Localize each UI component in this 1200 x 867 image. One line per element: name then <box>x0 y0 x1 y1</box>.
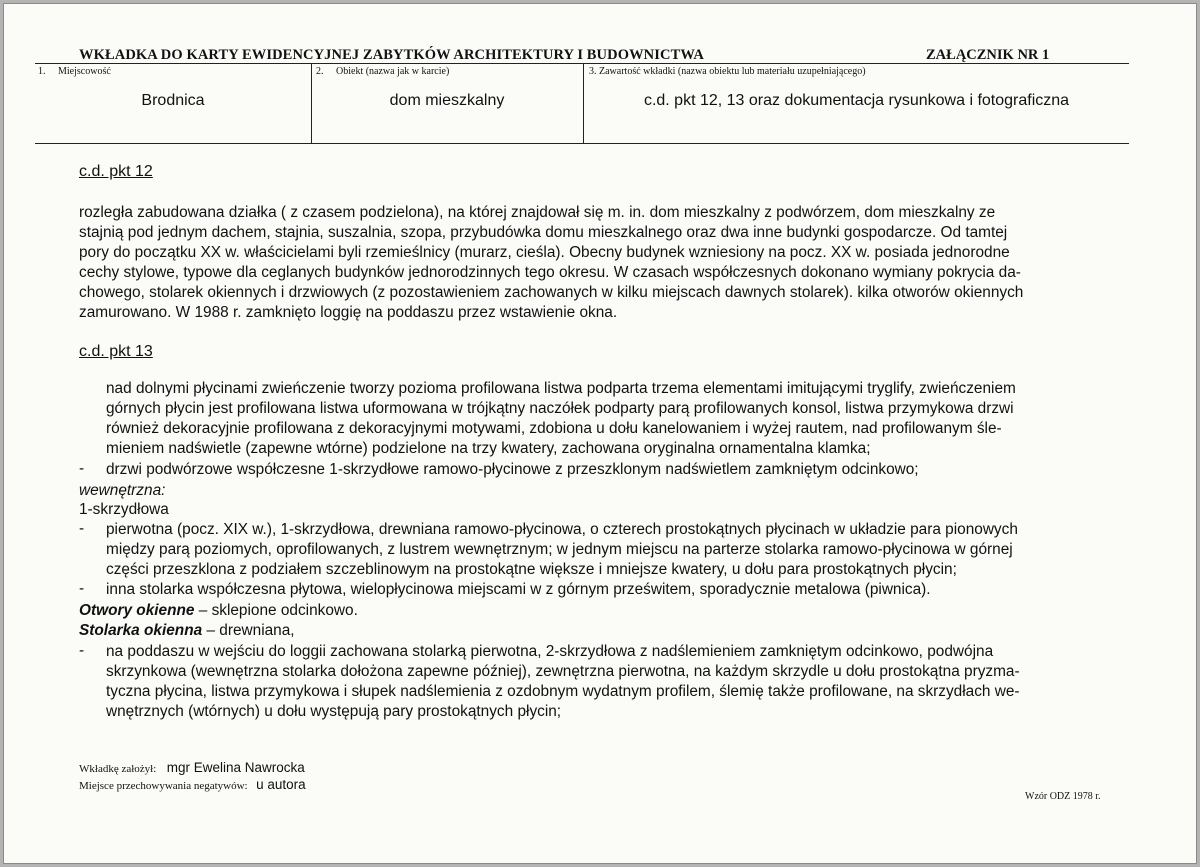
locality-value: Brodnica <box>141 92 205 109</box>
item-other-joinery: inna stolarka współczesna płytowa, wielopłycinowa miejscami w z górnym prześwitem, sporadycznie metalowa (piwnica). <box>106 581 931 598</box>
window-openings <box>79 601 358 621</box>
object-label: 2. Obiekt (nazwa jak w karcie) <box>316 66 450 77</box>
list-dash: - <box>79 642 85 659</box>
window-joinery-text: – drewniana, <box>202 622 295 639</box>
section-12-heading: c.d. pkt 12 <box>79 163 153 180</box>
text-line: górnych płycin jest profilowana listwa uformowana w trójkątny naczółek podparty parą profilowanych konsol, listwa przymykowa drzwi <box>106 400 1014 417</box>
text-line: pory do początku XX w. właścicielami byli rzemieślnicy (murarz, cieśla). Obecny budynek wzniesiony na pocz. XX w. posiada jednorodne <box>79 244 1010 261</box>
text-line: mieniem nadświetle (zapewne wtórne) podzielone na trzy kwatery, zachowana oryginalna ornamentalna klamka; <box>106 440 871 457</box>
text-line: nad dolnymi płycinami zwieńczenie tworzy pozioma profilowana listwa podparta trzema elementami imitującymi tryglify, zwieńczeniem <box>106 380 1016 397</box>
content-value: c.d. pkt 12, 13 oraz dokumentacja rysunkowa i fotograficzna <box>643 92 1070 109</box>
item-courtyard-doors: drzwi podwórzowe współczesne 1-skrzydłowe ramowo-płycinowe z przeszklonym nadświetlem zamkniętym odcinkowo; <box>106 461 919 478</box>
text-line: skrzynkowa (wewnętrzna stolarka dołożona zapewne później), zewnętrzna pierwotna, na każdym skrzydle u dołu prostokątna pryzma- <box>106 663 1020 680</box>
section-13-heading: c.d. pkt 13 <box>79 343 153 360</box>
list-dash: - <box>79 460 85 477</box>
negatives-value: u autora <box>256 777 306 792</box>
locality-label: 1. Miejscowość <box>38 66 111 77</box>
object-value: dom mieszkalny <box>389 92 505 109</box>
text-line: między parą poziomych, oprofilowanych, z lustrem wewnętrznym; w jednym miejscu na parterze stolarka ramowo-płycinowa w górnej <box>106 541 1013 558</box>
header-bottom-rule <box>35 143 1129 144</box>
author-value: mgr Ewelina Nawrocka <box>166 760 305 775</box>
text-line: rozległa zabudowana działka ( z czasem podzielona), na której znajdował się m. in. dom mieszkalny z podwórzem, dom mieszkalny ze <box>79 204 996 221</box>
window-joinery <box>79 621 295 641</box>
negatives-label: Miejsce przechowywania negatywów: <box>79 780 248 792</box>
annex-number: ZAŁĄCZNIK NR 1 <box>926 47 1050 63</box>
text-line: chowego, stolarek okiennych i drzwiowych (z pozostawieniem zachowanych w kilku miejscach dawnych stolarek). kilka otworów okiennych <box>79 284 1024 301</box>
text-line: wnętrznych (wtórnych) u dołu występują pary prostokątnych płycin; <box>106 703 562 720</box>
text-line: pierwotna (pocz. XIX w.), 1-skrzydłowa, drewniana ramowo-płycinowa, o czterech prostokątnych płycinach w układzie para pionowych <box>106 521 1018 538</box>
form-title: WKŁADKA DO KARTY EWIDENCYJNEJ ZABYTKÓW ARCHITEKTURY I BUDOWNICTWA <box>79 47 704 63</box>
interior-label: wewnętrzna: <box>79 482 166 499</box>
text-line: stajnią pod jednym dachem, stajnia, suszalnia, szopa, przybudówka domu mieszkalnego oraz dwa inne budynki gospodarcze. Od tamtej <box>79 224 1008 241</box>
form-reference: Wzór ODZ 1978 r. <box>1025 791 1101 802</box>
text-line: części przeszklona z podziałem szczeblinowym na prostokątne większe i mniejsze kwatery, u dołu para prostokątnych płycin; <box>106 561 957 578</box>
list-dash: - <box>79 520 85 537</box>
author-row <box>79 759 305 777</box>
author-label: Wkładkę założył: <box>79 763 157 775</box>
window-openings-text: – sklepione odcinkowo. <box>194 602 358 619</box>
text-line: na poddaszu w wejściu do loggii zachowana stolarką pierwotna, 2-skrzydłowa z nadślemieniem zamkniętym odcinkowo, podwójna <box>106 643 994 660</box>
list-dash: - <box>79 580 85 597</box>
window-joinery-label: Stolarka okienna <box>79 622 203 639</box>
window-openings-label: Otwory okienne <box>79 602 195 619</box>
text-line: zamurowano. W 1988 r. zamknięto loggię na poddaszu przez wstawienie okna. <box>79 304 618 321</box>
text-line: cechy stylowe, typowe dla ceglanych budynków jednorodzinnych tego okresu. W czasach współczesnych dokonano wymiany pokrycia da- <box>79 264 1021 281</box>
content-label: 3. Zawartość wkładki (nazwa obiektu lub materiału uzupełniającego) <box>589 66 866 77</box>
one-leaf-label: 1-skrzydłowa <box>79 501 169 518</box>
header-top-rule <box>35 63 1129 64</box>
text-line: również dekoracyjnie profilowana z dekoracyjnymi motywami, zdobiona u dołu kanelowaniem i wyżej rautem, nad profilowanym śle- <box>106 420 1002 437</box>
text-line: tyczna płycina, listwa przymykowa i słupek nadślemienia z ozdobnym wydatnym profilem, ślemię także profilowane, na skrzydłach we- <box>106 683 1020 700</box>
negatives-row <box>79 776 306 794</box>
